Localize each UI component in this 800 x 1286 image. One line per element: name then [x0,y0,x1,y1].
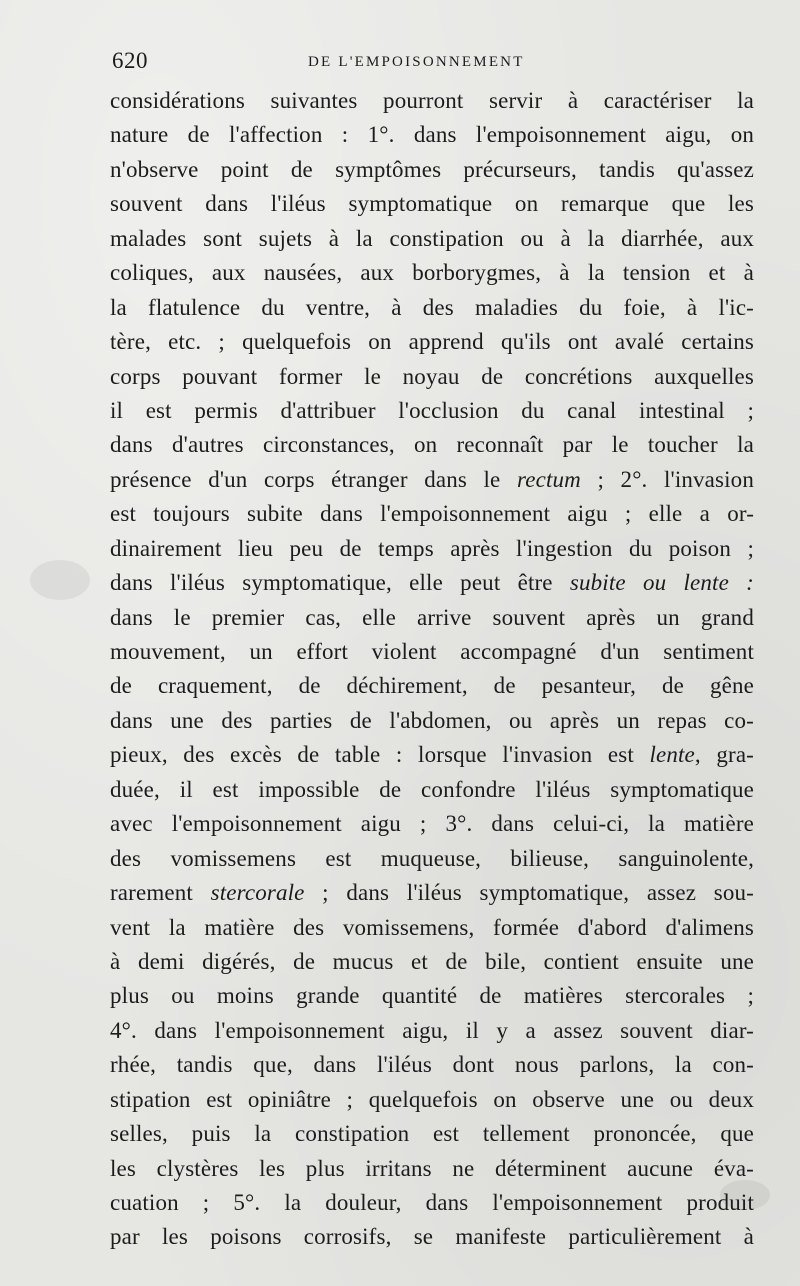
text-line [110,118,754,152]
text-segment: de craquement, de déchirement, de pesanteur, de gêne [110,673,754,699]
text-segment: 4°. dans l'empoisonnement aigu, il y a assez souvent diar- [110,1017,754,1043]
page-number: 620 [112,48,148,73]
text-segment: plus ou moins grande quantité de matières stercorales ; [110,983,754,1009]
text-line [110,291,754,325]
text-line [110,153,754,187]
text-line [110,601,754,635]
text-segment: nature de l'affection : 1°. dans l'empoisonnement aigu, on [110,122,754,148]
text-segment: à demi digérés, de mucus et de bile, contient ensuite une [110,948,754,974]
text-segment: cuation ; 5°. la douleur, dans l'empoisonnement produit [110,1190,754,1215]
text-segment: avec l'empoisonnement aigu ; 3°. dans celui-ci, la matière [110,811,754,837]
text-segment: malades sont sujets à la constipation ou à la diarrhée, aux [110,225,754,251]
text-line [110,394,754,428]
text-line [110,566,754,600]
text-segment: mouvement, un effort violent accompagné d'un sentiment [110,639,754,664]
text-line [110,738,754,772]
text-line [110,911,754,945]
text-segment: n'observe point de symptômes précurseurs, tandis qu'assez [110,156,754,182]
text-segment: considérations suivantes pourront servir à caractériser la [110,88,754,113]
text-segment: rarement [110,880,211,906]
text-line [110,463,754,497]
text-segment: rhée, tandis que, dans l'iléus dont nous parlons, la con- [110,1052,754,1078]
text-segment: coliques, aux nausées, aux borborygmes, à la tension et à [110,260,754,286]
text-segment: les clystères les plus irritans ne déterminent aucune éva- [110,1155,754,1181]
text-segment: dinairement lieu peu de temps après l'ingestion du poison ; [110,535,754,561]
text-line [110,497,754,531]
text-line [110,1220,754,1254]
text-line [110,945,754,979]
text-line [110,669,754,703]
running-head: DE L'EMPOISONNEMENT [308,54,525,70]
text-segment: pieux, des excès de table : lorsque l'invasion est [110,742,650,768]
body-text [110,84,754,1255]
text-line [110,979,754,1013]
text-segment: par les poisons corrosifs, se manifeste particulièrement à [110,1224,754,1250]
text-segment: est toujours subite dans l'empoisonnement aigu ; elle a or- [110,501,754,527]
italic-text: subite ou lente : [569,570,754,596]
text-segment: corps pouvant former le noyau de concrétions auxquelles [110,363,754,389]
text-segment: la flatulence du ventre, à des maladies du foie, à l'ic- [110,294,754,320]
text-segment: présence d'un corps étranger dans le [110,466,517,492]
italic-text: stercorale [210,880,305,906]
text-segment: stipation est opiniâtre ; quelquefois on observe une ou deux [110,1086,754,1112]
italic-text: lente [649,742,695,768]
text-segment: ; 2°. l'invasion [580,466,754,492]
page-header [112,44,752,80]
paper-stain [30,560,90,600]
text-segment: vent la matière des vomissemens, formée d'abord d'alimens [110,914,754,940]
text-segment: dans l'iléus symptomatique, elle peut être [110,570,570,596]
text-line [110,704,754,738]
text-line [110,876,754,910]
text-line [110,635,754,669]
text-line [110,360,754,394]
text-line [110,1117,754,1151]
text-segment: duée, il est impossible de confondre l'iléus symptomatique [110,776,754,802]
text-line [110,187,754,221]
text-line [110,1083,754,1117]
text-line [110,325,754,359]
text-line [110,773,754,807]
text-line [110,256,754,290]
text-line [110,1014,754,1048]
text-segment: dans une des parties de l'abdomen, ou après un repas co- [110,707,754,733]
text-segment: dans le premier cas, elle arrive souvent après un grand [110,604,754,630]
text-segment: il est permis d'attribuer l'occlusion du canal intestinal ; [110,397,754,423]
text-segment: tère, etc. ; quelquefois on apprend qu'ils ont avalé certains [110,329,754,355]
text-segment: , gra- [694,742,754,768]
text-segment: souvent dans l'iléus symptomatique on remarque que les [110,191,754,217]
text-line [110,807,754,841]
italic-text: rectum [516,466,581,492]
text-segment: ; dans l'iléus symptomatique, assez sou- [304,880,754,906]
text-line [110,84,754,118]
text-line [110,428,754,462]
text-line [110,1152,754,1186]
text-line [110,222,754,256]
text-line [110,1186,754,1220]
text-segment: des vomissemens est muqueuse, bilieuse, sanguinolente, [110,845,754,871]
text-segment: selles, puis la constipation est tellement prononcée, que [110,1121,754,1147]
text-line [110,1048,754,1082]
text-line [110,532,754,566]
text-segment: dans d'autres circonstances, on reconnaît par le toucher la [110,432,754,458]
text-line [110,842,754,876]
